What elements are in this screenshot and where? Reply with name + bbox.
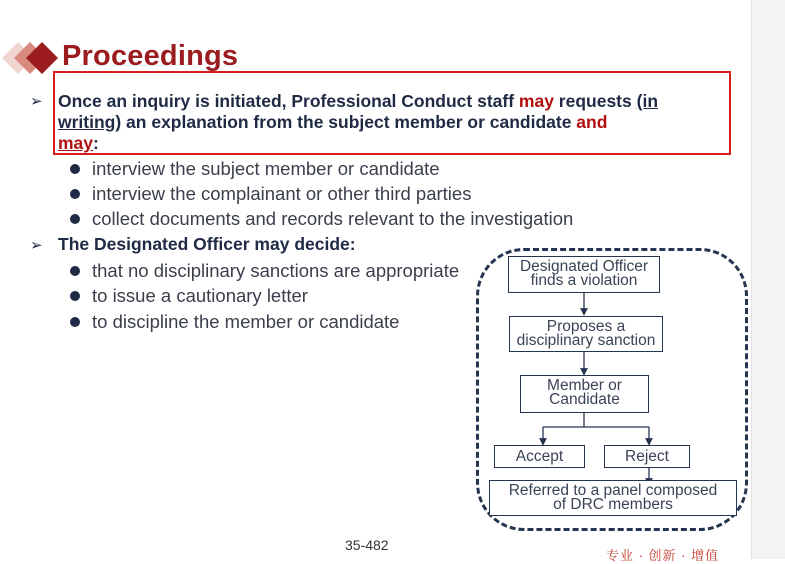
- flow-step-member-line2: Candidate: [549, 391, 620, 408]
- list-item-text: interview the complainant or other third parties: [92, 183, 472, 204]
- list-item-text: to discipline the member or candidate: [92, 311, 400, 332]
- arrow-bullet-icon: ➢: [30, 93, 43, 110]
- intro-may-1: may: [518, 91, 554, 111]
- flow-step-member-line1: Member or: [547, 377, 622, 394]
- intro-colon: :: [93, 133, 99, 153]
- intro-and: and: [576, 112, 608, 132]
- footer-tagline: 专业 · 创新 · 增值: [606, 548, 720, 563]
- intro-underline-2: writing): [58, 112, 122, 132]
- flow-step-officer: [508, 256, 660, 293]
- flow-step-officer-line1: Designated Officer: [519, 258, 649, 275]
- flow-step-panel-line1: Referred to a panel composed: [508, 482, 718, 499]
- list-item-text: collect documents and records relevant to the investigation: [92, 208, 574, 229]
- list-item-text: interview the subject member or candidate: [92, 158, 440, 179]
- flow-step-officer-line2: finds a violation: [530, 272, 638, 289]
- intro-text-2: requests: [553, 91, 637, 111]
- arrow-bullet-icon: ➢: [30, 237, 43, 254]
- page-number: 35-482: [345, 537, 389, 553]
- flow-step-panel: [489, 480, 737, 516]
- slide-title: Proceedings: [62, 40, 239, 72]
- list-item-text: to issue a cautionary letter: [92, 285, 308, 306]
- intro-text-3: an explanation from the subject member or candidate: [121, 112, 577, 132]
- flow-step-sanction-line2: disciplinary sanction: [516, 332, 656, 349]
- intro-text-1: Once an inquiry is initiated, Professional Conduct staff: [58, 91, 519, 111]
- flow-step-sanction-line1: Proposes a: [546, 318, 626, 335]
- list-item-text: that no disciplinary sanctions are appropriate: [92, 260, 460, 281]
- flow-step-panel-line2: of DRC members: [553, 496, 673, 513]
- vertical-scrollbar[interactable]: [751, 0, 785, 559]
- intro-may-2: may: [58, 133, 94, 153]
- flow-step-sanction: [509, 316, 663, 352]
- intro-underline-1: (in: [636, 91, 659, 111]
- flow-step-member: [520, 375, 649, 413]
- flow-step-accept: Accept: [494, 445, 585, 468]
- officer-heading: The Designated Officer may decide:: [58, 234, 356, 254]
- flow-step-reject: Reject: [604, 445, 690, 468]
